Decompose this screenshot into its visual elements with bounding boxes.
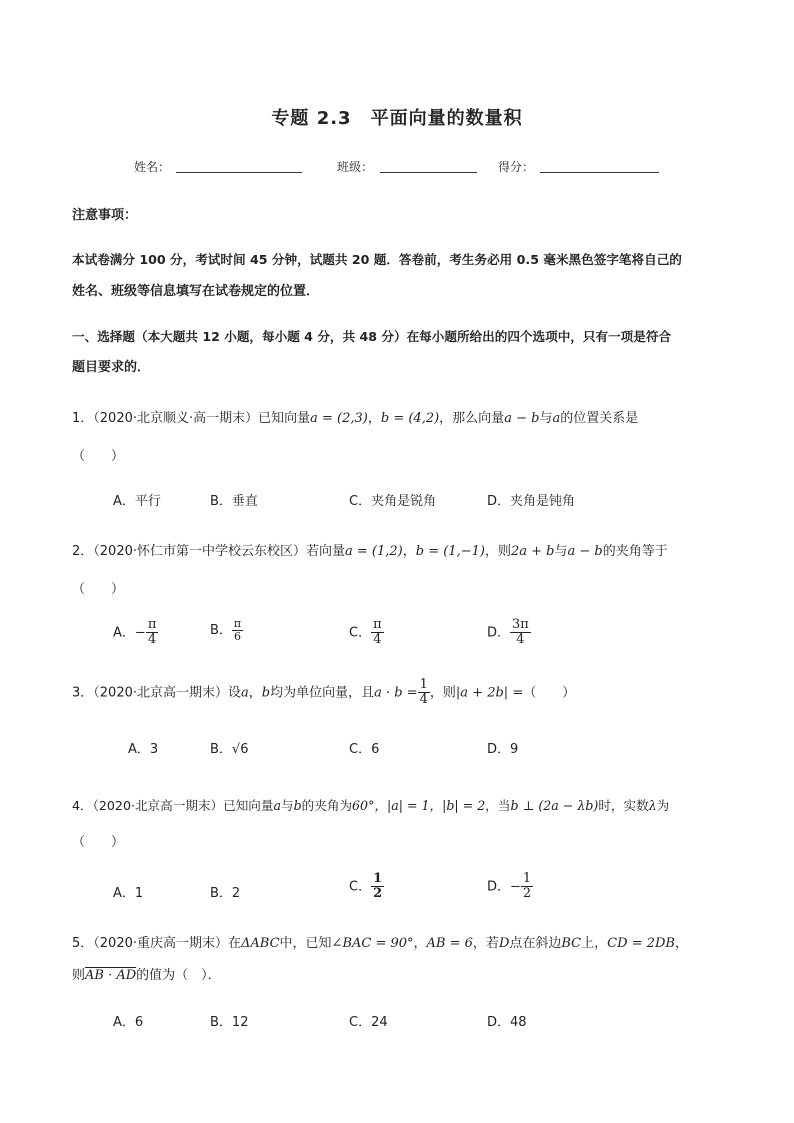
question-5-stem-line-2 [72, 964, 221, 983]
q3-math-d: |a + 2b| = [455, 685, 524, 701]
q4-option-a[interactable]: A．1 [113, 886, 144, 901]
q3-text-a: 3．（2020·北京高一期末）设 [72, 685, 241, 701]
q5-text-e: 上， [581, 936, 608, 951]
question-4-answer-paren: （ ） [72, 835, 125, 850]
q2-option-c-fraction [371, 618, 384, 648]
q2-option-d-num: 3π [512, 617, 529, 632]
question-1-stem [72, 407, 638, 426]
q1-option-b[interactable]: B．垂直 [210, 494, 258, 509]
q2-option-b-num: π [233, 617, 242, 630]
name-label: 姓名： [134, 160, 171, 174]
q2-text-b: ，则 [484, 544, 511, 559]
q1-math-d: a [552, 411, 561, 426]
q5-math-g: AB · AD [85, 968, 137, 983]
q4-option-c-num: 1 [373, 871, 383, 886]
q2-option-a-num: π [147, 617, 157, 632]
q4-option-b[interactable]: B．2 [210, 886, 241, 901]
q2-option-d[interactable] [487, 618, 531, 648]
question-4-stem [72, 795, 669, 814]
q4-math-d: b ⊥ (2a − λb) [510, 798, 599, 813]
q4-math-b: b [293, 798, 302, 813]
class-label: 班级： [337, 160, 374, 174]
notice-line-2: 姓名、班级等信息填写在试卷规定的位置． [72, 284, 320, 299]
question-1-answer-paren: （ ） [72, 449, 125, 464]
q5-math-c: AB = 6 [426, 936, 473, 951]
q2-option-a-label: A． [113, 625, 135, 641]
q3-option-d[interactable]: D．9 [487, 742, 519, 757]
q4-text-b: 与 [281, 798, 294, 813]
q5-sep: ， [413, 936, 427, 951]
q2-option-a-fraction [146, 618, 159, 648]
q4-math-c: 60°，|a| = 1，|b| = 2 [352, 798, 486, 813]
q5-text-g: 则 [72, 968, 86, 983]
q3-frac-den: 4 [419, 692, 428, 708]
q2-option-b-fraction [232, 618, 243, 643]
q3-fraction [418, 678, 430, 708]
q4-option-d-label: D． [487, 879, 511, 895]
q2-text-c: 与 [554, 544, 568, 559]
q5-text-d: 点在斜边 [509, 936, 562, 951]
q5-math-e: BC [561, 936, 582, 951]
q3-text-d: （ ） [523, 685, 576, 701]
q3-option-c[interactable]: C．6 [349, 742, 380, 757]
q2-option-c-den: 4 [373, 632, 382, 648]
q4-option-c[interactable] [349, 872, 384, 902]
q3-option-b[interactable]: B．√6 [210, 742, 249, 757]
q4-math-a: a [273, 798, 282, 813]
q1-text-a: 1．（2020·北京顺义·高一期末）已知向量 [72, 411, 311, 426]
q3-option-a[interactable]: A．3 [128, 742, 159, 757]
q1-math-c: a − b [504, 411, 540, 426]
q2-option-d-fraction [510, 618, 531, 648]
question-3-stem [72, 678, 575, 708]
q4-math-e: λ [648, 798, 657, 813]
q2-math-a: a = (1,2) [345, 544, 403, 559]
q2-option-c-num: π [373, 617, 382, 632]
q3-math-b: b [261, 685, 271, 701]
q2-option-a-den: 4 [147, 632, 157, 648]
question-2-stem [72, 540, 668, 559]
q4-text-e: 时，实数 [598, 798, 649, 813]
q5-option-c[interactable]: C．24 [349, 1015, 388, 1030]
q5-option-b[interactable]: B．12 [210, 1015, 249, 1030]
section-heading-line-1: 一、选择题（本大题共 12 小题，每小题 4 分，共 48 分）在每小题所给出的四个选项中，只有一项是符合 [72, 329, 672, 344]
q5-text-c: ，若 [472, 936, 499, 951]
q1-text-c: 与 [539, 411, 553, 426]
q4-text-c: 的夹角为 [301, 798, 353, 813]
q5-text-f: ， [674, 936, 688, 951]
q4-text-d: ，当 [485, 798, 511, 813]
q3-text-b: 均为单位向量，且 [270, 685, 375, 701]
score-label: 得分： [498, 160, 535, 174]
q3-math-a: a [241, 685, 249, 701]
q5-text-b: 中，已知 [279, 936, 332, 951]
notice-heading: 注意事项： [72, 208, 138, 223]
q4-option-d-num: 1 [522, 871, 532, 886]
q1-sep: ， [367, 411, 381, 426]
q2-option-d-den: 4 [516, 632, 525, 648]
q5-math-a: ΔABC [241, 936, 280, 951]
q1-option-c[interactable]: C．夹角是锐角 [349, 494, 437, 509]
section-heading-line-2: 题目要求的． [72, 360, 151, 375]
q4-option-c-den: 2 [373, 886, 383, 902]
q4-option-d[interactable] [487, 872, 533, 902]
q2-text-a: 2．（2020·怀仁市第一中学校云东校区）若向量 [72, 544, 345, 559]
q2-math-b: b = (1,−1) [415, 544, 485, 559]
name-field[interactable] [176, 172, 302, 173]
q4-option-c-label: C． [349, 879, 372, 895]
q2-option-a-sign: − [134, 625, 146, 641]
q1-option-a[interactable]: A．平行 [113, 494, 161, 509]
q4-text-f: 为 [656, 798, 670, 813]
page-title: 专题 2.3 平面向量的数量积 [271, 108, 523, 129]
q4-option-d-sign: − [510, 879, 521, 895]
q2-text-d: 的夹角等于 [602, 544, 668, 559]
question-2-answer-paren: （ ） [72, 582, 125, 597]
question-5-stem [72, 932, 688, 951]
q5-option-a[interactable]: A．6 [113, 1015, 144, 1030]
q2-option-c-label: C． [349, 625, 372, 641]
q5-math-f: CD = 2DB [607, 936, 675, 951]
q1-text-d: 的位置关系是 [560, 411, 639, 426]
q2-option-b-den: 6 [234, 630, 242, 644]
class-field[interactable] [380, 172, 477, 173]
q4-option-d-den: 2 [522, 886, 532, 902]
q5-math-d: D [498, 936, 510, 951]
notice-line-1: 本试卷满分 100 分，考试时间 45 分钟，试题共 20 题．答卷前，考生务必用 0.5 毫米黑色签字笔将自己的 [72, 252, 682, 267]
q1-text-b: ，那么向量 [439, 411, 505, 426]
q5-text-h: 的值为（ ）． [136, 968, 221, 983]
q2-math-c: 2a + b [510, 544, 555, 559]
q2-option-d-label: D． [487, 625, 511, 641]
q2-option-c[interactable] [349, 618, 384, 648]
q3-frac-num: 1 [419, 677, 428, 692]
score-field[interactable] [540, 172, 659, 173]
q1-math-a: a = (2,3) [310, 411, 368, 426]
q3-math-c: a · b = [374, 685, 418, 701]
q2-option-b[interactable] [210, 618, 243, 643]
q2-math-d: a − b [567, 544, 603, 559]
q3-sep: ， [248, 685, 262, 701]
q1-option-d[interactable]: D．夹角是钝角 [487, 494, 576, 509]
q4-option-c-fraction [371, 872, 384, 902]
q5-math-b: ∠BAC = 90° [331, 936, 414, 951]
q4-text-a: 4．（2020·北京高一期末）已知向量 [72, 798, 274, 813]
q1-math-b: b = (4,2) [380, 411, 440, 426]
q5-option-d[interactable]: D．48 [487, 1015, 527, 1030]
q5-text-a: 5．（2020·重庆高一期末）在 [72, 936, 241, 951]
q2-option-a[interactable] [113, 618, 158, 648]
q3-text-c: ，则 [429, 685, 456, 701]
q4-option-d-fraction [521, 872, 533, 902]
q2-sep: ， [402, 544, 416, 559]
q2-option-b-label: B． [210, 623, 232, 639]
